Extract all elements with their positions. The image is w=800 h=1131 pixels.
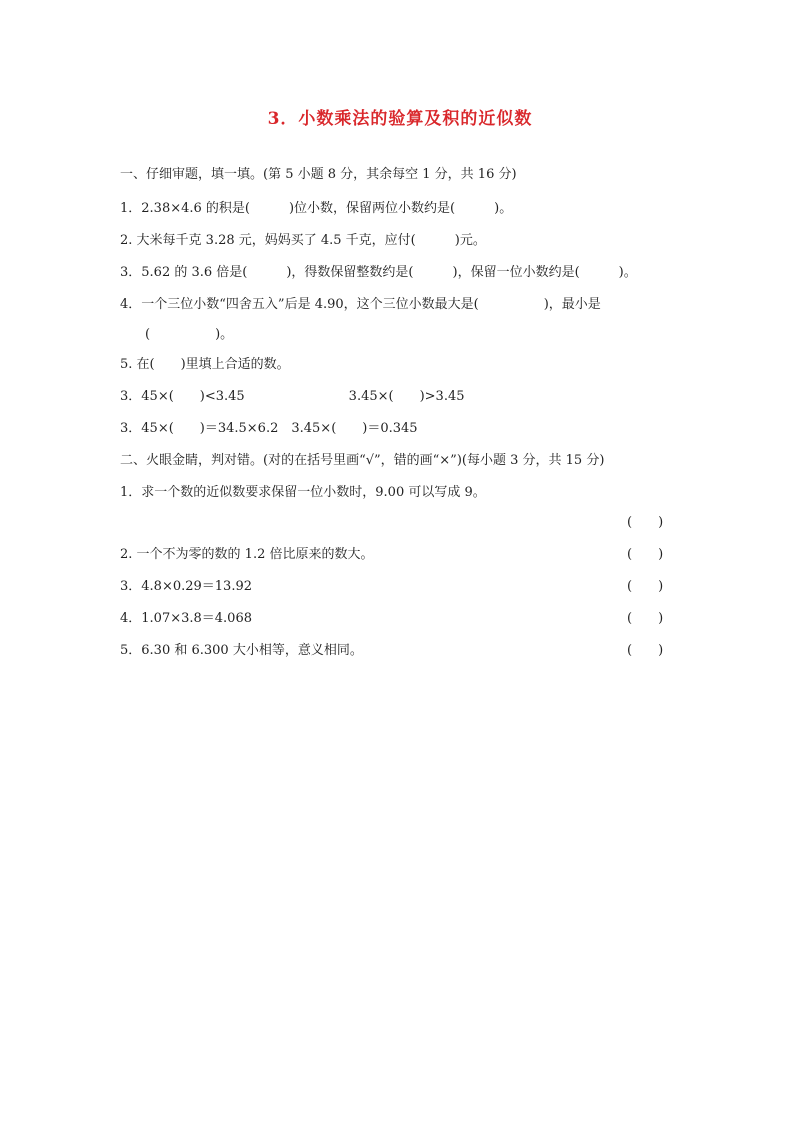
- answer-paren-1: ( ): [627, 515, 664, 530]
- question-2: 2. 大米每千克 3.28 元，妈妈买了 4.5 千克，应付( )元。: [120, 233, 486, 248]
- answer-paren-5: ( ): [627, 643, 664, 658]
- question-4-line1: 4．一个三位小数“四舍五入”后是 4.90，这个三位小数最大是( )，最小是: [120, 297, 601, 312]
- judge-item-5: 5．6.30 和 6.300 大小相等，意义相同。: [120, 643, 363, 658]
- worksheet-title: 3．小数乘法的验算及积的近似数: [267, 109, 533, 129]
- answer-paren-3: ( ): [627, 579, 664, 594]
- question-1: 1．2.38×4.6 的积是( )位小数，保留两位小数约是( )。: [120, 201, 513, 216]
- question-5: 5. 在( )里填上合适的数。: [120, 357, 290, 372]
- answer-paren-2: ( ): [627, 547, 664, 562]
- question-5-row2: 3．45×( )＝34.5×6.2 3.45×( )＝0.345: [120, 421, 418, 436]
- question-5-row1: 3．45×( )<3.45 3.45×( )>3.45: [120, 389, 465, 404]
- judge-item-2: 2. 一个不为零的数的 1.2 倍比原来的数大。: [120, 547, 374, 562]
- question-4-line2: ( )。: [145, 327, 234, 342]
- judge-item-1: 1．求一个数的近似数要求保留一位小数时，9.00 可以写成 9。: [120, 485, 486, 500]
- section2-heading: 二、火眼金睛，判对错。(对的在括号里画“√”，错的画“×”)(每小题 3 分，共 15 分): [120, 453, 605, 468]
- section1-heading: 一、仔细审题，填一填。(第 5 小题 8 分，其余每空 1 分，共 16 分): [120, 167, 517, 182]
- judge-item-3: 3．4.8×0.29＝13.92: [120, 579, 252, 594]
- judge-item-4: 4．1.07×3.8＝4.068: [120, 611, 252, 626]
- answer-paren-4: ( ): [627, 611, 664, 626]
- question-3: 3．5.62 的 3.6 倍是( )，得数保留整数约是( )，保留一位小数约是( )。: [120, 265, 637, 280]
